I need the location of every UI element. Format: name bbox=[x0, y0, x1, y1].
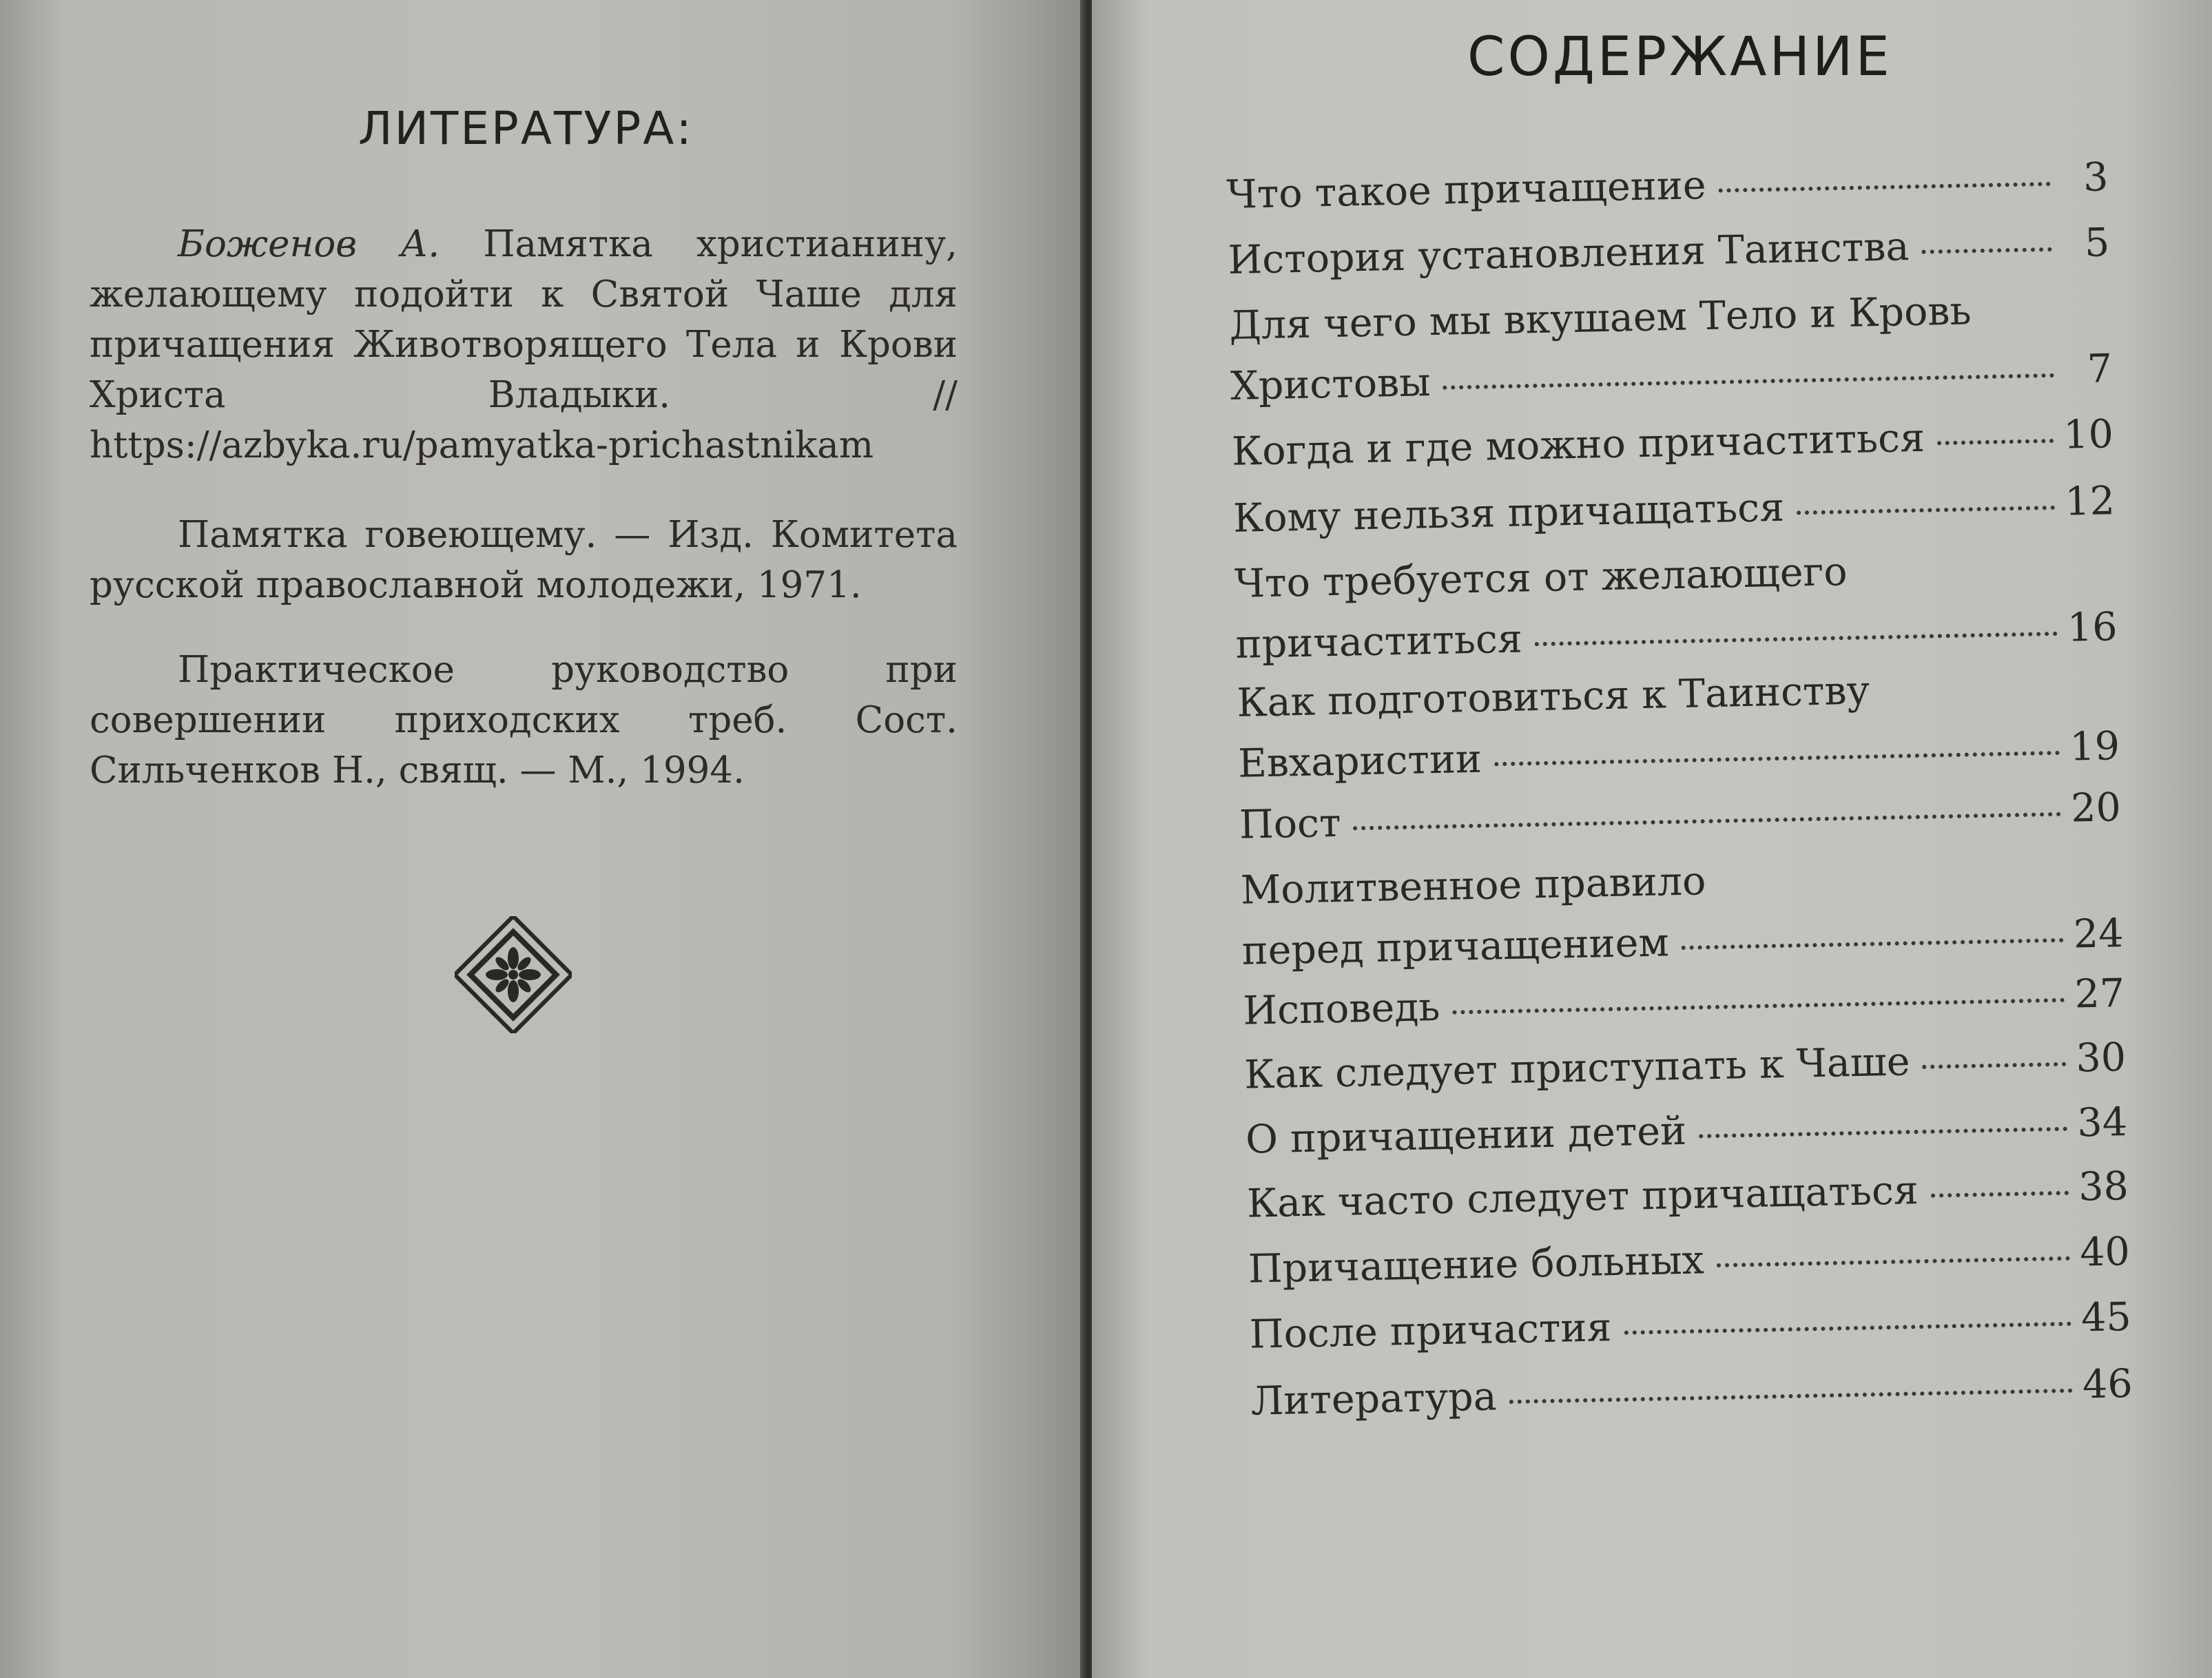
toc-leader bbox=[1937, 439, 2054, 445]
toc-title: О причащении детей bbox=[1245, 1108, 1687, 1163]
toc-title: Исповедь bbox=[1242, 984, 1440, 1034]
toc-leader bbox=[1624, 1322, 2071, 1335]
toc-page-number: 10 bbox=[2063, 411, 2114, 458]
diamond-ornament-icon bbox=[455, 916, 572, 1033]
toc-entry[interactable] bbox=[1240, 850, 2124, 984]
toc-entry[interactable] bbox=[1237, 663, 2120, 796]
toc-page-number: 7 bbox=[2087, 346, 2113, 392]
reference-text: Памятка говеющему. — Изд. Комитета русской православной молодежи, 1971. bbox=[90, 514, 958, 606]
toc-page-number: 20 bbox=[2070, 785, 2122, 831]
reference-3 bbox=[90, 645, 958, 796]
toc-title-line1: Как подготовиться к Таинству bbox=[1236, 667, 1870, 726]
toc-page-number: 27 bbox=[2074, 971, 2125, 1017]
toc-leader bbox=[1452, 998, 2065, 1015]
toc-title: После причастия bbox=[1249, 1305, 1612, 1358]
toc-title: Кому нельзя причащаться bbox=[1232, 484, 1785, 541]
toc-leader bbox=[1699, 1127, 2068, 1139]
toc-leader bbox=[1494, 751, 2060, 766]
toc-title: Евхаристии bbox=[1237, 736, 1482, 787]
toc-page-number: 40 bbox=[2079, 1228, 2131, 1276]
toc-leader bbox=[1931, 1191, 2069, 1198]
toc-leader bbox=[1921, 247, 2051, 254]
toc-page-number: 19 bbox=[2069, 723, 2120, 770]
contents-heading: СОДЕРЖАНИЕ bbox=[1467, 26, 1892, 88]
toc-title: Причащение больных bbox=[1248, 1237, 1705, 1292]
left-page bbox=[0, 0, 1085, 1678]
toc-title: Что такое причащение bbox=[1226, 163, 1707, 218]
toc-title-line1: Молитвенное правило bbox=[1240, 858, 1706, 913]
toc-page-number: 24 bbox=[2073, 911, 2125, 957]
toc-leader bbox=[1717, 1256, 2071, 1267]
reference-2 bbox=[90, 510, 958, 610]
toc-title: Христовы bbox=[1230, 360, 1431, 409]
toc-page-number: 5 bbox=[2084, 220, 2110, 267]
reference-author: Боженов А. bbox=[178, 223, 440, 265]
toc-page-number: 30 bbox=[2075, 1035, 2127, 1081]
toc-entry[interactable] bbox=[1234, 543, 2118, 677]
toc-title: причаститься bbox=[1235, 616, 1523, 667]
toc-page-number: 3 bbox=[2082, 154, 2109, 201]
toc-title: Пост bbox=[1239, 800, 1342, 848]
reference-1 bbox=[90, 219, 958, 470]
toc-page-number: 46 bbox=[2082, 1360, 2133, 1408]
toc-entry[interactable] bbox=[1229, 285, 2113, 419]
toc-title: Как часто следует причащаться bbox=[1246, 1168, 1919, 1227]
toc-title: Когда и где можно причаститься bbox=[1231, 415, 1925, 475]
toc-leader bbox=[1535, 632, 2058, 646]
toc-leader bbox=[1354, 812, 2062, 831]
toc-title-line1: Для чего мы вкушаем Тело и Кровь bbox=[1228, 288, 1972, 349]
toc-title: перед причащением bbox=[1241, 920, 1670, 974]
toc-title-line1: Что требуется от желающего bbox=[1234, 549, 1848, 607]
reference-text: Практическое руководство при совершении приходских треб. Сост. Сильченков Н., свящ. — М., 1994. bbox=[90, 649, 958, 791]
toc-page-number: 12 bbox=[2064, 478, 2116, 525]
toc-title: История установления Таинства bbox=[1227, 224, 1910, 283]
toc-leader bbox=[1923, 1062, 2067, 1069]
toc-page-number: 34 bbox=[2076, 1099, 2128, 1146]
reference-text: Памятка христианину, желающему подойти к Святой Чаше для причащения Животворящего Тела и Крови Христа Владыки. // https://azbyka.ru/pamyatka-prichastnikam bbox=[90, 223, 958, 466]
literature-heading: ЛИТЕРАТУРА: bbox=[358, 102, 694, 155]
toc-page-number: 16 bbox=[2067, 604, 2118, 651]
toc-page-number: 38 bbox=[2078, 1163, 2129, 1210]
toc-page-number: 45 bbox=[2080, 1294, 2132, 1341]
toc-leader bbox=[1682, 938, 2064, 950]
toc-leader bbox=[1719, 182, 2051, 193]
toc-leader bbox=[1797, 506, 2055, 515]
toc-title: Литература bbox=[1250, 1374, 1498, 1425]
toc-leader bbox=[1509, 1389, 2074, 1404]
toc-leader bbox=[1443, 373, 2055, 390]
toc-title: Как следует приступать к Чаше bbox=[1243, 1039, 1911, 1098]
